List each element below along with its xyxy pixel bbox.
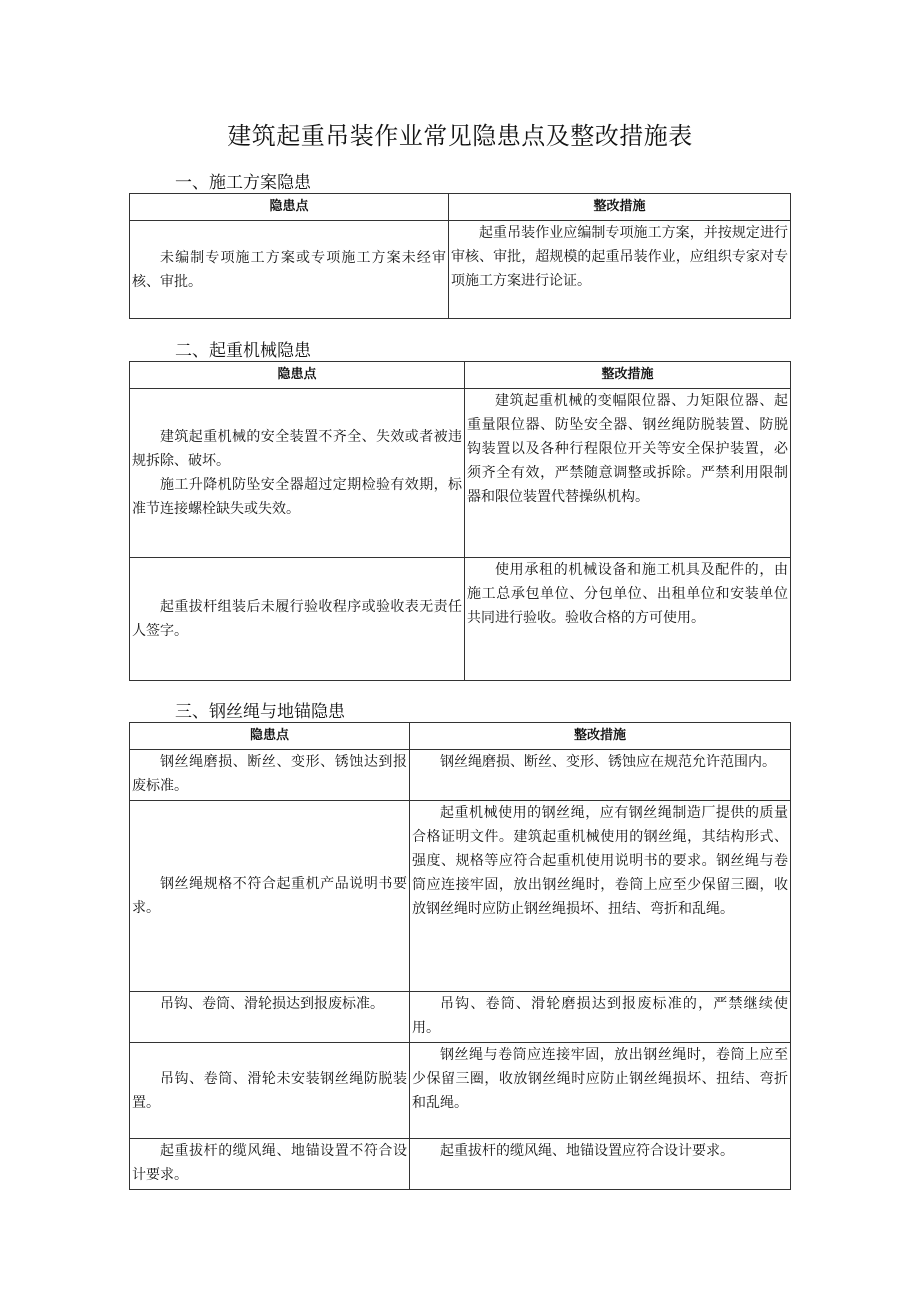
- section-heading-2: 二、起重机械隐患: [175, 341, 311, 361]
- hazard-cell: [130, 1139, 410, 1190]
- hazard-table-2: [129, 361, 791, 681]
- table-row: [130, 1043, 791, 1139]
- measure-cell: [465, 558, 791, 681]
- hazard-cell: [130, 992, 410, 1043]
- header-hazard: 隐患点: [130, 194, 449, 221]
- measure-text: 起重机械使用的钢丝绳，应有钢丝绳制造厂提供的质量合格证明文件。建筑起重机械使用的钢丝绳，其结构形式、强度、规格等应符合起重机使用说明书的要求。钢丝绳与卷筒应连接牢固，放出钢丝绳时，卷筒上应至少保留三圈，收放钢丝绳时应防止钢丝绳损坏、扭结、弯折和乱绳。: [412, 805, 788, 917]
- measure-text: 钢丝绳与卷筒应连接牢固，放出钢丝绳时，卷筒上应至少保留三圈，收放钢丝绳时应防止钢丝绳损坏、扭结、弯折和乱绳。: [412, 1047, 788, 1111]
- hazard-cell: [130, 750, 410, 801]
- table-row: [130, 801, 791, 992]
- measure-cell: [410, 1043, 791, 1139]
- hazard-text: 起重拔杆的缆风绳、地锚设置不符合设计要求。: [132, 1143, 407, 1183]
- measure-text: 吊钩、卷筒、滑轮磨损达到报废标准的，严禁继续使用。: [412, 996, 788, 1036]
- hazard-table-3: [129, 722, 791, 1190]
- measure-cell: [410, 750, 791, 801]
- table-row: [130, 389, 791, 558]
- hazard-text: 吊钩、卷筒、滑轮损达到报废标准。: [160, 996, 384, 1012]
- section-heading-3: 三、钢丝绳与地锚隐患: [175, 702, 345, 722]
- hazard-text: 钢丝绳规格不符合起重机产品说明书要求。: [132, 876, 407, 916]
- table-row: [130, 1139, 791, 1190]
- measure-text: 钢丝绳磨损、断丝、变形、锈蚀应在规范允许范围内。: [440, 754, 776, 770]
- hazard-cell: [130, 801, 410, 992]
- table-header-row: [130, 194, 791, 221]
- hazard-text: 吊钩、卷筒、滑轮未安装钢丝绳防脱装置。: [132, 1070, 407, 1111]
- hazard-text: 施工升降机防坠安全器超过定期检验有效期，标准节连接螺栓缺失或失效。: [132, 477, 462, 517]
- measure-cell: [410, 992, 791, 1043]
- page-title: 建筑起重吊装作业常见隐患点及整改措施表: [227, 122, 693, 150]
- hazard-text: 钢丝绳磨损、断丝、变形、锈蚀达到报废标准。: [132, 754, 407, 794]
- hazard-cell: [130, 221, 449, 319]
- header-measure: 整改措施: [410, 723, 791, 750]
- hazard-cell: [130, 389, 465, 558]
- hazard-table-1: [129, 193, 791, 319]
- section-heading-1: 一、施工方案隐患: [175, 173, 311, 193]
- table-header-row: [130, 723, 791, 750]
- hazard-cell: [130, 558, 465, 681]
- measure-text: 起重拔杆的缆风绳、地锚设置应符合设计要求。: [440, 1143, 734, 1159]
- measure-cell: [465, 389, 791, 558]
- table-header-row: [130, 362, 791, 389]
- header-hazard: 隐患点: [130, 723, 410, 750]
- table-row: [130, 221, 791, 319]
- header-hazard: 隐患点: [130, 362, 465, 389]
- header-measure: 整改措施: [465, 362, 791, 389]
- table-row: [130, 750, 791, 801]
- hazard-text: 建筑起重机械的安全装置不齐全、失效或者被违规拆除、破坏。: [132, 429, 462, 469]
- hazard-cell: [130, 1043, 410, 1139]
- measure-cell: [410, 801, 791, 992]
- measure-text: 起重吊装作业应编制专项施工方案，并按规定进行审核、审批，超规模的起重吊装作业，应组织专家对专项施工方案进行论证。: [451, 225, 788, 289]
- hazard-text: 未编制专项施工方案或专项施工方案未经审核、审批。: [132, 249, 446, 290]
- hazard-text: 起重拔杆组装后未履行验收程序或验收表无责任人签字。: [132, 599, 462, 639]
- measure-cell: [449, 221, 791, 319]
- table-row: [130, 558, 791, 681]
- table-row: [130, 992, 791, 1043]
- measure-text: 使用承租的机械设备和施工机具及配件的，由施工总承包单位、分包单位、出租单位和安装单位共同进行验收。验收合格的方可使用。: [467, 562, 788, 626]
- measure-text: 建筑起重机械的变幅限位器、力矩限位器、起重量限位器、防坠安全器、钢丝绳防脱装置、防脱钩装置以及各种行程限位开关等安全保护装置，必须齐全有效，严禁随意调整或拆除。严禁利用限制器和限位装置代替操纵机构。: [467, 393, 788, 505]
- measure-cell: [410, 1139, 791, 1190]
- header-measure: 整改措施: [449, 194, 791, 221]
